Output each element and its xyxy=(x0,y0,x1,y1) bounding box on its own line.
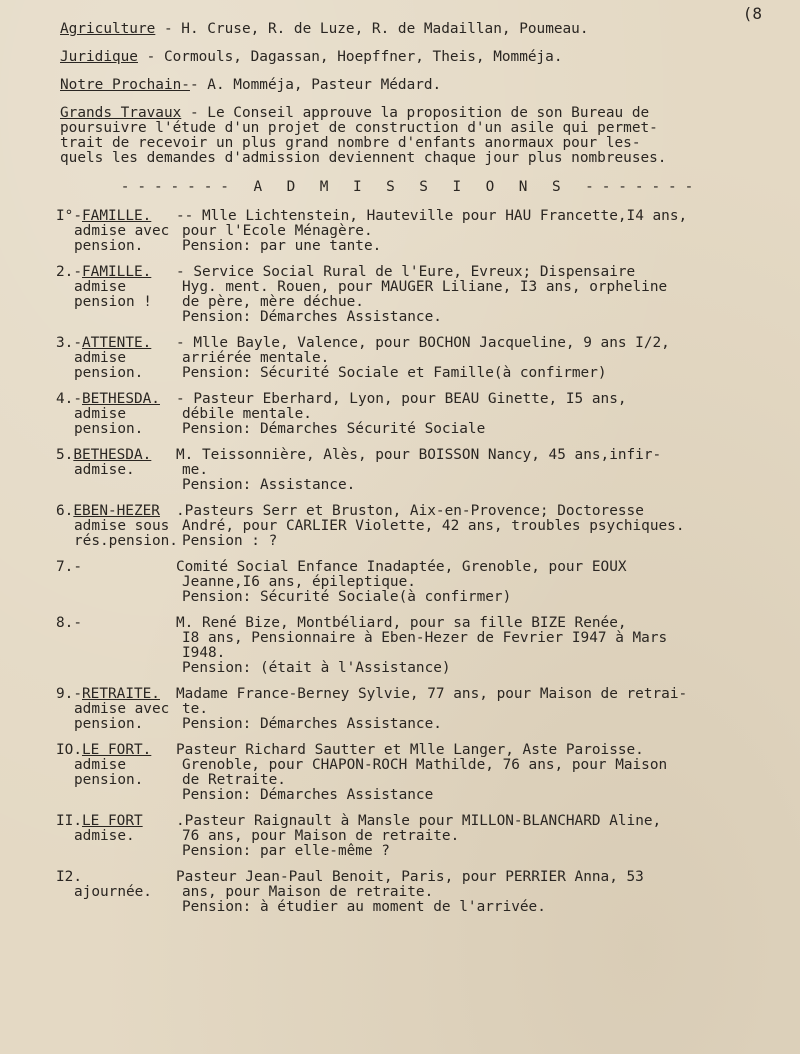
entry-separator: - xyxy=(176,335,194,351)
entry-category: RETRAITE. xyxy=(82,686,160,702)
entry-pension-line: Pension: Assistance. xyxy=(182,477,356,493)
entry-detail-line: 76 ans, pour Maison de retraite. xyxy=(182,828,460,844)
entry-detail-line: Jeanne,I6 ans, épileptique. xyxy=(182,574,416,590)
paragraph-line: poursuivre l'étude d'un projet de construction d'un asile qui permet- xyxy=(60,120,658,136)
entry-detail-line: André, pour CARLIER Violette, 42 ans, troubles psychiques. xyxy=(182,518,685,534)
entry-pension-line: Pension: (était à l'Assistance) xyxy=(182,660,451,676)
admission-entry xyxy=(56,743,766,803)
entry-status: pension. xyxy=(74,772,144,788)
entry-detail-line: M. René Bize, Montbéliard, pour sa fille BIZE Renée, xyxy=(176,615,627,631)
entry-separator: . xyxy=(176,813,185,829)
entry-category: BETHESDA. xyxy=(73,447,152,463)
entry-detail-line: Grenoble, pour CHAPON-ROCH Mathilde, 76 ans, pour Maison xyxy=(182,757,668,773)
entry-detail-line: pour l'Ecole Ménagère. xyxy=(182,223,373,239)
entry-status-column xyxy=(56,687,176,732)
entry-detail-line: de père, mère déchue. xyxy=(182,294,364,310)
paragraph-line: - Le Conseil approuve la proposition de son Bureau de xyxy=(181,105,650,121)
entry-status-column xyxy=(56,336,176,381)
entry-pension-line: Pension: Sécurité Sociale(à confirmer) xyxy=(182,589,512,605)
entry-category: LE FORT xyxy=(82,813,143,829)
entry-separator: - xyxy=(176,264,194,280)
admission-entry xyxy=(56,265,766,325)
entry-status-column xyxy=(56,743,176,803)
admission-entry xyxy=(56,687,766,732)
entry-pension-line: Pension: à étudier au moment de l'arrivée. xyxy=(182,899,546,915)
entry-status: pension. xyxy=(74,238,144,254)
entry-status-column xyxy=(56,560,176,605)
entry-status: admise avec xyxy=(74,223,170,239)
entry-status: admise. xyxy=(74,828,135,844)
admissions-list xyxy=(56,209,766,915)
committee-members: - Cormouls, Dagassan, Hoepffner, Theis, Momméja. xyxy=(137,49,563,65)
entry-number: 2.- xyxy=(56,264,82,280)
entry-status: admise xyxy=(74,279,126,295)
entry-detail-line: Service Social Rural de l'Eure, Evreux; Dispensaire xyxy=(193,264,636,280)
entry-category: ATTENTE. xyxy=(82,335,152,351)
admission-entry xyxy=(56,504,766,549)
entry-detail-line: Comité Social Enfance Inadaptée, Grenoble, pour EOUX xyxy=(176,559,627,575)
entry-status: pension. xyxy=(74,365,144,381)
admissions-heading: ------- A D M I S S I O N S ------- xyxy=(120,179,702,195)
entry-number: I°- xyxy=(56,208,82,224)
entry-status: ajournée. xyxy=(74,884,152,900)
entry-details xyxy=(176,392,766,437)
entry-details xyxy=(176,870,766,915)
entry-status: admise xyxy=(74,406,126,422)
entry-status: rés.pension. xyxy=(74,533,178,549)
entry-pension-line: Pension: Démarches Assistance. xyxy=(182,716,442,732)
admission-entry xyxy=(56,448,766,493)
entry-detail-line: te. xyxy=(182,701,208,717)
entry-detail-line: de Retraite. xyxy=(182,772,286,788)
entry-status: pension. xyxy=(74,421,144,437)
entry-status-column xyxy=(56,265,176,325)
entry-detail-line: I948. xyxy=(182,645,226,661)
entry-detail-line: Pasteur Eberhard, Lyon, pour BEAU Ginette, I5 ans, xyxy=(193,391,627,407)
entry-details xyxy=(176,336,766,381)
entry-detail-line: Pasteur Raignault à Mansle pour MILLON-BLANCHARD Aline, xyxy=(184,813,662,829)
entry-detail-line: Mlle Lichtenstein, Hauteville pour HAU Francette,I4 ans, xyxy=(202,208,688,224)
admission-entry xyxy=(56,392,766,437)
committee-label: Agriculture xyxy=(60,21,156,37)
grands-travaux-paragraph xyxy=(60,106,766,166)
entry-number: IO. xyxy=(56,742,82,758)
entry-details xyxy=(176,265,766,325)
entry-detail-line: Pasteurs Serr et Bruston, Aix-en-Provence; Doctoresse xyxy=(184,503,644,519)
entry-status: admise. xyxy=(74,462,135,478)
entry-details xyxy=(176,448,766,493)
entry-status-column xyxy=(56,448,176,493)
entry-pension-line: Pension: Démarches Assistance. xyxy=(182,309,442,325)
entry-category: FAMILLE. xyxy=(82,208,152,224)
entry-separator: . xyxy=(176,503,185,519)
committee-line-juridique xyxy=(60,50,766,65)
entry-details xyxy=(176,743,766,803)
entry-separator: - xyxy=(176,391,194,407)
committee-members: - H. Cruse, R. de Luze, R. de Madaillan, Poumeau. xyxy=(155,21,589,37)
entry-detail-line: Pasteur Richard Sautter et Mlle Langer, Aste Paroisse. xyxy=(176,742,644,758)
entry-pension-line: Pension: Sécurité Sociale et Famille(à confirmer) xyxy=(182,365,607,381)
entry-detail-line: me. xyxy=(182,462,208,478)
committee-members: - A. Momméja, Pasteur Médard. xyxy=(189,77,442,93)
entry-status-column xyxy=(56,392,176,437)
admission-entry xyxy=(56,616,766,676)
entry-number: 5. xyxy=(56,447,74,463)
entry-pension-line: Pension: Démarches Sécurité Sociale xyxy=(182,421,486,437)
entry-number: 6. xyxy=(56,503,74,519)
paragraph-line: trait de recevoir un plus grand nombre d'enfants anormaux pour les- xyxy=(60,135,641,151)
entry-status-column xyxy=(56,209,176,254)
entry-detail-line: Hyg. ment. Rouen, pour MAUGER Liliane, I3 ans, orpheline xyxy=(182,279,668,295)
entry-status-column xyxy=(56,814,176,859)
entry-status: pension. xyxy=(74,716,144,732)
entry-details xyxy=(176,209,766,254)
entry-status: admise avec xyxy=(74,701,170,717)
admission-entry xyxy=(56,870,766,915)
admission-entry xyxy=(56,209,766,254)
entry-status-column xyxy=(56,870,176,915)
entry-detail-line: débile mentale. xyxy=(182,406,312,422)
entry-detail-line: I8 ans, Pensionnaire à Eben-Hezer de Fevrier I947 à Mars xyxy=(182,630,668,646)
admission-entry xyxy=(56,560,766,605)
entry-detail-line: Pasteur Jean-Paul Benoit, Paris, pour PERRIER Anna, 53 xyxy=(176,869,644,885)
entry-details xyxy=(176,560,766,605)
committee-label: Juridique xyxy=(60,49,138,65)
entry-details xyxy=(176,687,766,732)
entry-status: admise xyxy=(74,350,126,366)
entry-number: II. xyxy=(56,813,82,829)
entry-detail-line: M. Teissonnière, Alès, pour BOISSON Nancy, 45 ans,infir- xyxy=(176,447,662,463)
entry-status-column xyxy=(56,616,176,676)
entry-status-column xyxy=(56,504,176,549)
entry-status: pension ! xyxy=(74,294,152,310)
entry-number: I2. xyxy=(56,869,82,885)
grands-travaux-label: Grands Travaux xyxy=(60,105,182,121)
admission-entry xyxy=(56,814,766,859)
admission-entry xyxy=(56,336,766,381)
entry-number: 4.- xyxy=(56,391,82,407)
entry-pension-line: Pension: par elle-même ? xyxy=(182,843,390,859)
entry-details xyxy=(176,616,766,676)
entry-detail-line: Madame France-Berney Sylvie, 77 ans, pour Maison de retrai- xyxy=(176,686,688,702)
committee-line-notre-prochain xyxy=(60,78,766,93)
entry-pension-line: Pension: Démarches Assistance xyxy=(182,787,434,803)
entry-category: EBEN-HEZER xyxy=(73,503,160,519)
entry-detail-line: Mlle Bayle, Valence, pour BOCHON Jacqueline, 9 ans I/2, xyxy=(193,335,670,351)
entry-pension-line: Pension : ? xyxy=(182,533,278,549)
committee-line-agriculture xyxy=(60,22,766,37)
entry-category: BETHESDA. xyxy=(82,391,160,407)
entry-status: admise sous xyxy=(74,518,170,534)
entry-detail-line: ans, pour Maison de retraite. xyxy=(182,884,434,900)
entry-number: 3.- xyxy=(56,335,82,351)
entry-category: FAMILLE. xyxy=(82,264,152,280)
entry-number: 8.- xyxy=(56,615,82,631)
entry-details xyxy=(176,814,766,859)
entry-separator: -- xyxy=(176,208,202,224)
entry-details xyxy=(176,504,766,549)
entry-status: admise xyxy=(74,757,126,773)
entry-number: 7.- xyxy=(56,559,82,575)
entry-category: LE FORT. xyxy=(82,742,152,758)
entry-number: 9.- xyxy=(56,686,82,702)
entry-detail-line: arriérée mentale. xyxy=(182,350,330,366)
entry-pension-line: Pension: par une tante. xyxy=(182,238,382,254)
committee-label: Notre Prochain- xyxy=(60,77,190,93)
page-number: (8 xyxy=(742,4,762,23)
paragraph-line: quels les demandes d'admission deviennent chaque jour plus nombreuses. xyxy=(60,150,667,166)
